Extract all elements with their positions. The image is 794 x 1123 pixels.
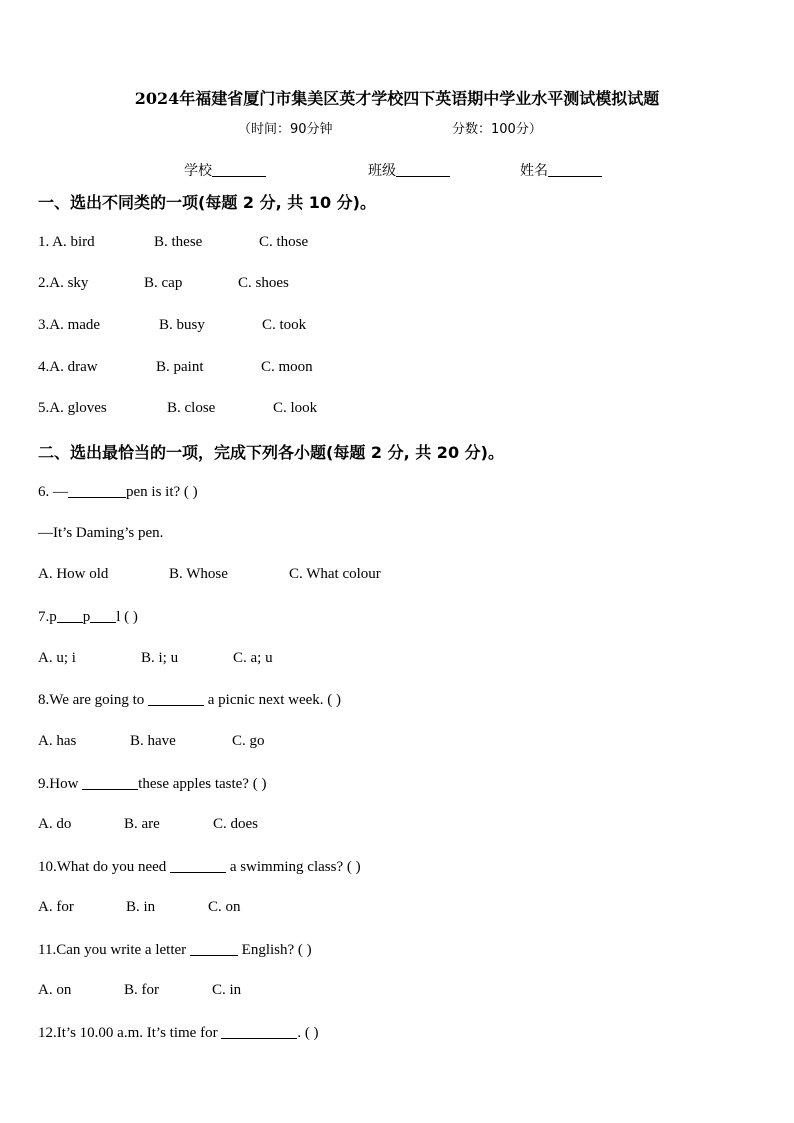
q8-stem-end: a picnic next week. ( ) <box>207 692 342 708</box>
q10-option-a: A. for <box>38 899 74 915</box>
q8-option-a: A. has <box>38 733 77 749</box>
question-10 <box>38 858 361 876</box>
q3-option-b: B. busy <box>159 317 205 333</box>
q7-option-b: B. i; u <box>141 650 179 666</box>
exam-time: （时间：90分钟 <box>238 122 333 137</box>
q3-option-c: C. took <box>262 317 307 333</box>
section-2-heading: 二、选出最恰当的一项，完成下列各小题(每题 2 分, 共 20 分)。 <box>38 443 504 462</box>
q6-stem-end: pen is it? ( ) <box>126 484 198 500</box>
class-field <box>368 160 450 180</box>
q4-option-c: C. moon <box>261 359 313 375</box>
school-blank[interactable] <box>212 162 266 177</box>
exam-score: 分数：100分） <box>452 122 542 137</box>
q6-option-a: A. How old <box>38 566 109 582</box>
q8-blank[interactable] <box>148 691 204 706</box>
q5-option-b: B. close <box>167 400 216 416</box>
q11-stem-end: English? ( ) <box>241 942 312 958</box>
q10-blank[interactable] <box>170 858 226 873</box>
q2-option-b: B. cap <box>144 275 183 291</box>
q10-stem-end: a swimming class? ( ) <box>229 859 361 875</box>
q7-option-a: A. u; i <box>38 650 76 666</box>
q11-blank[interactable] <box>190 941 238 956</box>
q7-part-3: l ( ) <box>116 609 138 625</box>
q11-option-c: C. in <box>212 982 242 998</box>
class-blank[interactable] <box>396 162 450 177</box>
q9-stem-end: these apples taste? ( ) <box>138 776 267 792</box>
q10-stem-start: 10.What do you need <box>38 859 167 875</box>
name-field <box>520 160 602 180</box>
question-7 <box>38 608 138 626</box>
q7-blank-2[interactable] <box>90 608 116 623</box>
q8-option-b: B. have <box>130 733 176 749</box>
q6-option-b: B. Whose <box>169 566 228 582</box>
q9-option-c: C. does <box>213 816 258 832</box>
question-6-answer: —It’s Daming’s pen. <box>38 525 164 541</box>
page-title: 2024年福建省厦门市集美区英才学校四下英语期中学业水平测试模拟试题 <box>134 89 660 108</box>
q4-option-a: 4.A. draw <box>38 359 98 375</box>
class-label: 班级 <box>368 163 396 179</box>
q8-option-c: C. go <box>232 733 265 749</box>
q11-option-b: B. for <box>124 982 159 998</box>
section-1-heading: 一、选出不同类的一项(每题 2 分, 共 10 分)。 <box>38 193 376 212</box>
q9-option-a: A. do <box>38 816 72 832</box>
q4-option-b: B. paint <box>156 359 204 375</box>
q11-option-a: A. on <box>38 982 72 998</box>
q7-part-2: p <box>82 609 91 625</box>
q6-stem-start: 6. — <box>38 484 68 500</box>
q1-option-a: 1. A. bird <box>38 234 95 250</box>
q12-stem-end: . ( ) <box>297 1025 319 1041</box>
q2-option-a: 2.A. sky <box>38 275 89 291</box>
q6-blank[interactable] <box>68 483 126 498</box>
q11-stem-start: 11.Can you write a letter <box>38 942 187 958</box>
q7-part-1: 7.p <box>38 609 57 625</box>
q9-stem-start: 9.How <box>38 776 79 792</box>
q10-option-b: B. in <box>126 899 156 915</box>
q8-stem-start: 8.We are going to <box>38 692 145 708</box>
question-8 <box>38 691 341 709</box>
question-12 <box>38 1024 319 1042</box>
q9-option-b: B. are <box>124 816 160 832</box>
question-11 <box>38 941 312 959</box>
q1-option-c: C. those <box>259 234 309 250</box>
q3-option-a: 3.A. made <box>38 317 101 333</box>
school-field <box>184 160 266 180</box>
school-label: 学校 <box>184 163 212 179</box>
question-6 <box>38 483 198 501</box>
q10-option-c: C. on <box>208 899 241 915</box>
q5-option-a: 5.A. gloves <box>38 400 107 416</box>
q7-blank-1[interactable] <box>57 608 83 623</box>
name-label: 姓名 <box>520 163 548 179</box>
name-blank[interactable] <box>548 162 602 177</box>
q6-option-c: C. What colour <box>289 566 381 582</box>
question-9 <box>38 775 266 793</box>
q12-stem-start: 12.It’s 10.00 a.m. It’s time for <box>38 1025 218 1041</box>
q5-option-c: C. look <box>273 400 318 416</box>
q9-blank[interactable] <box>82 775 138 790</box>
q2-option-c: C. shoes <box>238 275 289 291</box>
q1-option-b: B. these <box>154 234 203 250</box>
q7-option-c: C. a; u <box>233 650 273 666</box>
q12-blank[interactable] <box>221 1024 297 1039</box>
